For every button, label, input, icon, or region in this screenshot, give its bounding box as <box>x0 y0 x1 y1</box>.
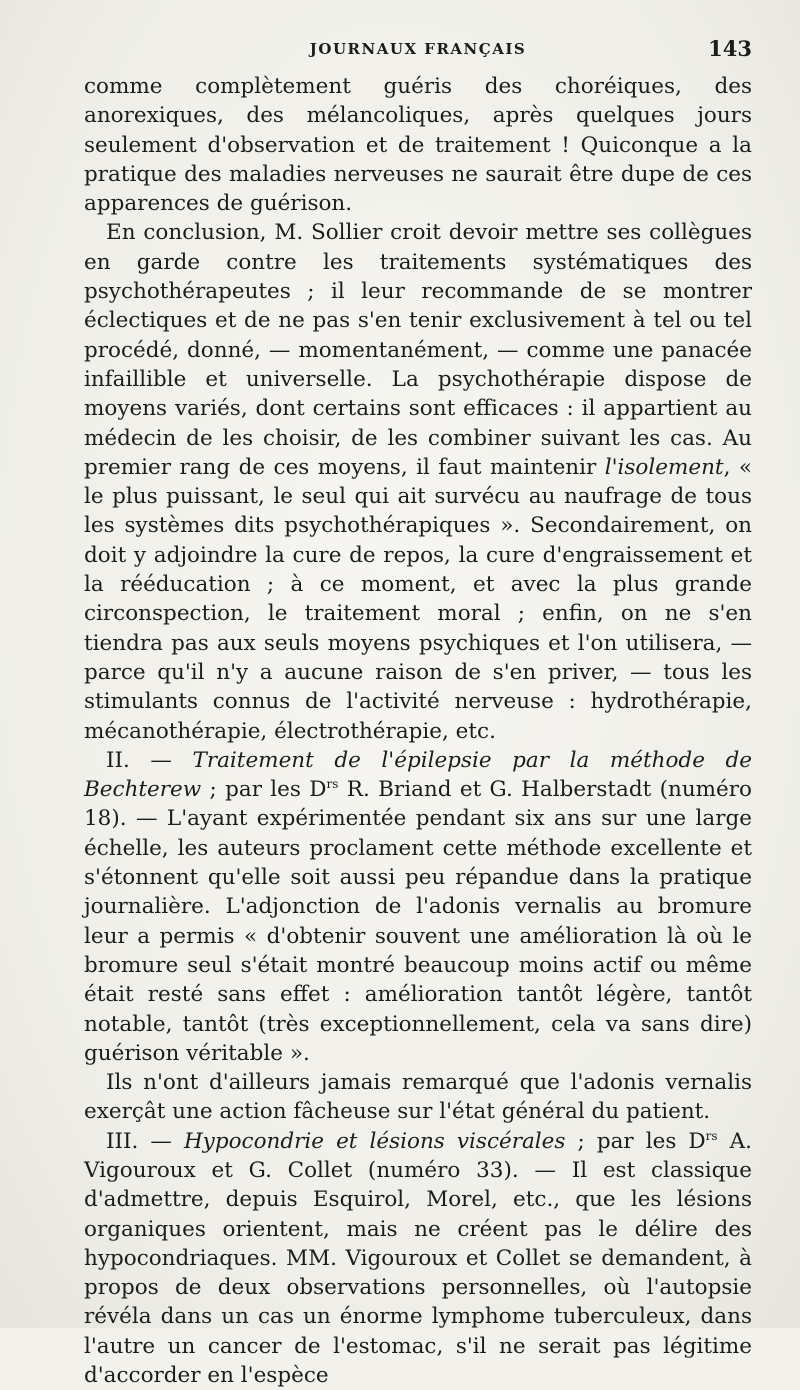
section-title: Traitement de l'épilepsie par la méthode de Bechterew <box>84 747 752 803</box>
italic-term: l'isolement <box>604 454 724 480</box>
page-number: 143 <box>708 36 752 61</box>
running-head: JOURNAUX FRANÇAIS <box>309 40 527 58</box>
section-number: III. — <box>106 1128 184 1154</box>
paragraph-section-iii <box>84 1127 752 1390</box>
body-text <box>84 72 752 1390</box>
paragraph-text: , « le plus puissant, le seul qui ait survécu au naufrage de tous les systèmes dits psychothérapiques ». Secondairement, on doit y adjoindre la cure de repos, la cure d'engraissement et la rééducation ; à ce moment, et avec la plus grande circonspection, le traitement moral ; enfin, on ne s'en tiendra pas aux seuls moyens psychiques et l'on utilisera, — parce qu'il n'y a aucune raison de s'en priver, — tous les stimulants connus de l'activité nerveuse : hydrothérapie, mécanothérapie, électrothérapie, etc. <box>84 454 753 744</box>
paragraph-text: ; par les D <box>201 777 327 803</box>
superscript: rs <box>326 777 339 792</box>
paragraph-conclusion <box>84 218 752 745</box>
section-title: Hypocondrie et lésions viscérales <box>183 1128 566 1154</box>
paragraph-text: A. Vigouroux et G. Collet (numéro 33). — Il est classique d'admettre, depuis Esquirol, Morel, etc., que les lésions organiques orientent, mais ne créent pas le délire des hypocondriaques. MM. Vigouroux et Collet se demandent, à propos de deux observations personnelles, où l'autopsie révéla dans un cas un énorme lymphome tuberculeux, dans l'autre un cancer de l'estomac, s'il ne serait pas légitime d'accorder en l'espèce <box>84 1128 752 1389</box>
paragraph-adonis <box>84 1068 752 1127</box>
paragraph-text: En conclusion, M. Sollier croit devoir mettre ses collègues en garde contre les traitements systématiques des psychothérapeutes ; il leur recommande de se montrer éclectiques et de ne pas s'en tenir exclusivement à tel ou tel procédé, donné, — momentanément, — comme une panacée infaillible et universelle. La psychothérapie dispose de moyens variés, dont certains sont efficaces : il appartient au médecin de les choisir, de les combiner suivant les cas. Au premier rang de ces moyens, il faut maintenir <box>84 220 752 480</box>
paragraph-section-ii <box>84 746 752 1068</box>
paragraph-continuation <box>84 72 752 218</box>
superscript: rs <box>705 1128 718 1143</box>
paragraph-text: R. Briand et G. Halberstadt (numéro 18). — L'ayant expérimentée pendant six ans sur une large échelle, les auteurs proclament cette méthode excellente et s'étonnent qu'elle soit aussi peu répandue dans la pratique journalière. L'adjonction de l'adonis vernalis au bromure leur a permis « d'obtenir souvent une amélioration là où le bromure seul s'était montré beaucoup moins actif ou même était resté sans effet : amélioration tantôt légère, tantôt notable, tantôt (très exceptionnellement, cela va sans dire) guérison véritable ». <box>84 777 752 1066</box>
section-number: II. — <box>106 747 193 773</box>
paragraph-text: comme complètement guéris des choréiques, des anorexiques, des mélancoliques, après quelques jours seulement d'observation et de traitement ! Quiconque a la pratique des maladies nerveuses ne saurait être dupe de ces apparences de guérison. <box>84 74 752 217</box>
page-header <box>84 36 752 62</box>
paragraph-text: ; par les D <box>565 1128 706 1154</box>
paragraph-text: Ils n'ont d'ailleurs jamais remarqué que l'adonis vernalis exerçât une action fâcheuse sur l'état général du patient. <box>84 1070 752 1125</box>
